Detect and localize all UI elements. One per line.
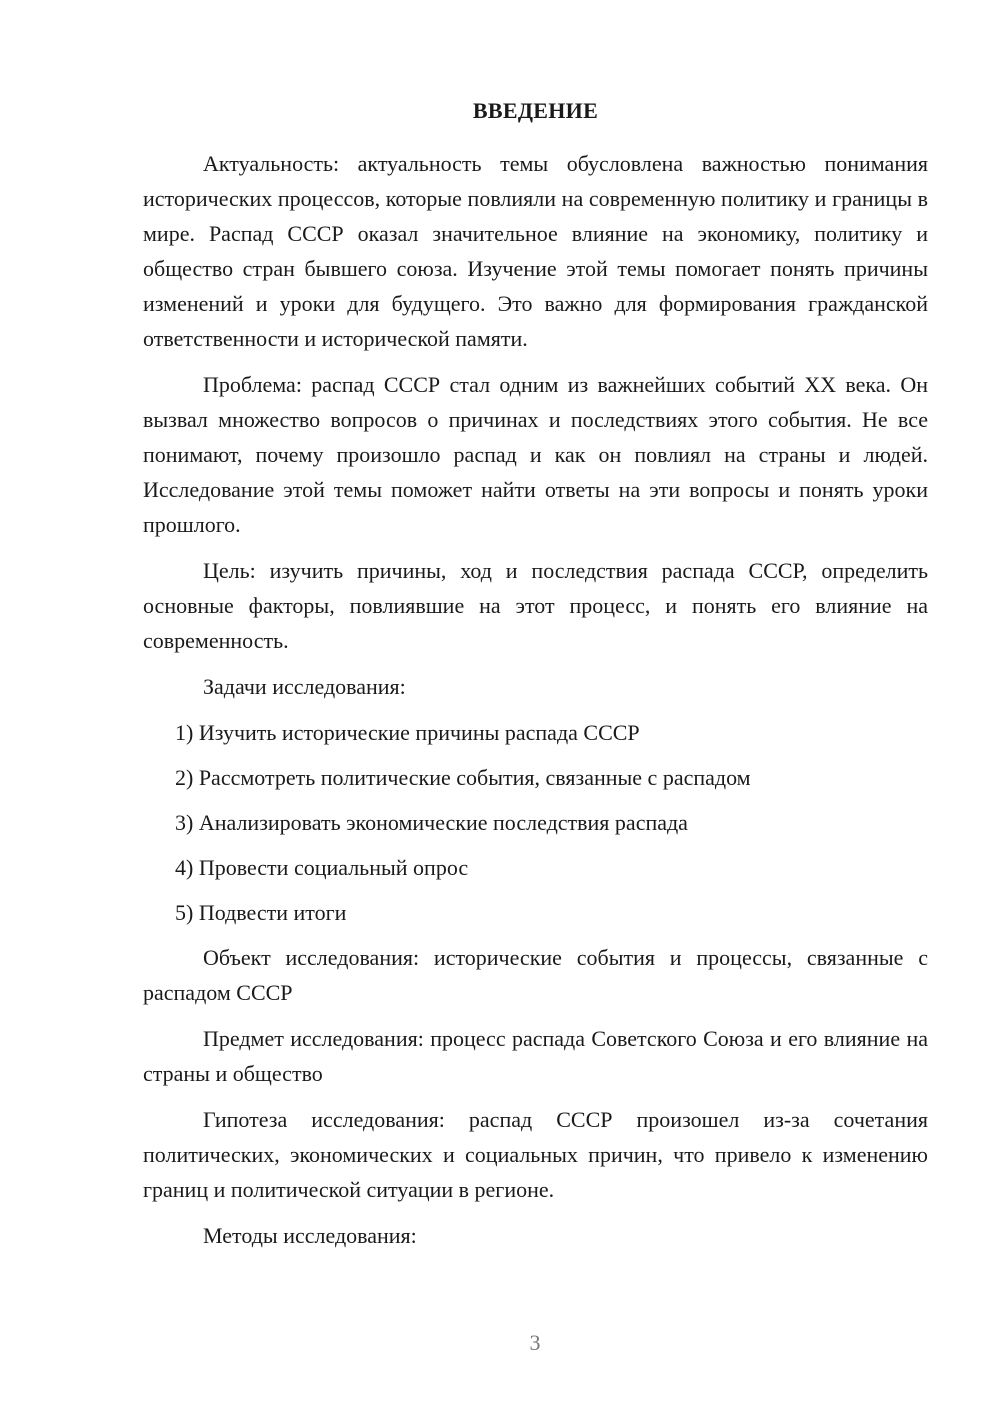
tasks-heading: Задачи исследования: <box>203 674 406 699</box>
object-paragraph: Объект исследования: исторические события и процессы, связанные с распадом СССР <box>143 945 928 1005</box>
list-item: 1) Изучить исторические причины распада СССР <box>175 720 640 745</box>
tasks-list <box>143 715 928 930</box>
subject-paragraph: Предмет исследования: процесс распада Советского Союза и его влияние на страны и общество <box>143 1026 928 1086</box>
methods-heading: Методы исследования: <box>203 1223 417 1248</box>
list-item: 3) Анализировать экономические последствия распада <box>175 810 688 835</box>
document-page <box>143 96 928 1264</box>
list-item: 2) Рассмотреть политические события, связанные с распадом <box>175 765 751 790</box>
list-item: 5) Подвести итоги <box>175 900 347 925</box>
problem-paragraph: Проблема: распад СССР стал одним из важнейших событий XX века. Он вызвал множество вопросов о причинах и последствиях этого события. Не все понимают, почему произошло распад и как он повлиял на страны и людей. Исследование этой темы поможет найти ответы на эти вопросы и понять уроки прошлого. <box>143 372 928 537</box>
hypothesis-paragraph: Гипотеза исследования: распад СССР произошел из-за сочетания политических, экономических и социальных причин, что привело к изменению границ и политической ситуации в регионе. <box>143 1107 928 1202</box>
list-item: 4) Провести социальный опрос <box>175 855 469 880</box>
relevance-paragraph: Актуальность: актуальность темы обусловлена важностью понимания исторических процессов, которые повлияли на современную политику и границы в мире. Распад СССР оказал значительное влияние на экономику, политику и общество стран бывшего союза. Изучение этой темы помогает понять причины изменений и уроки для будущего. Это важно для формирования гражданской ответственности и исторической памяти. <box>143 151 928 351</box>
page-number: 3 <box>529 1330 541 1355</box>
goal-paragraph: Цель: изучить причины, ход и последствия распада СССР, определить основные факторы, повлиявшие на этот процесс, и понять его влияние на современность. <box>143 558 928 653</box>
page-title: ВВЕДЕНИЕ <box>472 98 599 123</box>
